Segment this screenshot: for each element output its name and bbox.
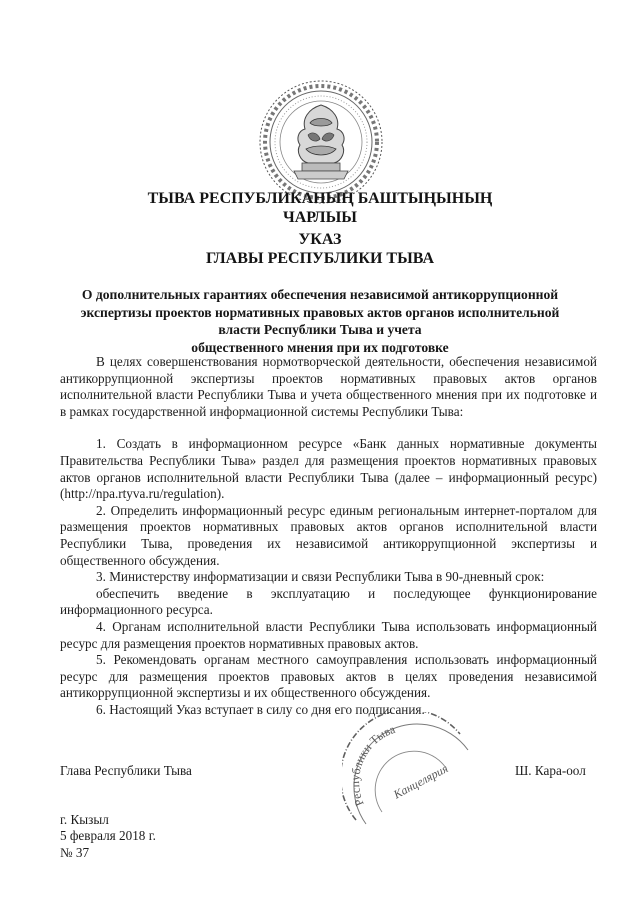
signatory-position: Глава Республики Тыва bbox=[60, 763, 192, 778]
tuvan-title bbox=[60, 189, 580, 227]
seal-outer-text: Республики Тыва bbox=[348, 721, 397, 809]
paragraph-4: 4. Органам исполнительной власти Республики Тыва использовать информационный ресурс для размещения проектов нормативных правовых актов. bbox=[60, 618, 597, 651]
title-line: ГЛАВЫ РЕСПУБЛИКИ ТЫВА bbox=[205, 250, 434, 267]
subject-line: общественного мнения при их подготовке bbox=[191, 339, 449, 355]
decree-body bbox=[60, 354, 597, 718]
issue-place: г. Кызыл bbox=[60, 812, 109, 827]
paragraph-2: 2. Определить информационный ресурс единым региональным интернет-порталом для размещения проектов нормативных правовых актов органов исполнительной власти Республики Тыва, проведения их независимой антикоррупционной экспертизы и общественного обсуждения. bbox=[60, 502, 597, 568]
title-line: ТЫВА РЕСПУБЛИКАНЫҢ БАШТЫҢЫНЫҢ bbox=[147, 190, 493, 207]
title-line: УКАЗ bbox=[298, 231, 342, 248]
subject-line: О дополнительных гарантиях обеспечения независимой антикоррупционной bbox=[81, 287, 559, 302]
paragraph-5: 5. Рекомендовать органам местного самоуправления использовать информационный ресурс для размещения проектов правовых актов в целях проведения независимой антикоррупционной экспертизы и их общественного обсуждения. bbox=[60, 652, 597, 701]
paragraph-3: 3. Министерству информатизации и связи Республики Тыва в 90-дневный срок: bbox=[96, 569, 545, 585]
signatory-name: Ш. Кара-оол bbox=[515, 763, 586, 778]
official-seal-icon bbox=[342, 712, 480, 850]
subject-line: экспертизы проектов нормативных правовых актов органов исполнительной bbox=[80, 304, 560, 320]
decree-subject bbox=[70, 286, 570, 356]
issue-date: 5 февраля 2018 г. bbox=[60, 828, 156, 844]
paragraph-3-item: обеспечить введение в эксплуатацию и последующее функционирование информационного ресурса. bbox=[60, 585, 597, 618]
subject-line: власти Республики Тыва и учета bbox=[218, 322, 422, 337]
seal-inner-text: Канцелярия bbox=[391, 761, 451, 802]
coat-of-arms-icon bbox=[258, 79, 384, 205]
preamble: В целях совершенствования нормотворческой деятельности, обеспечения независимой антикоррупционной экспертизы проектов нормативных правовых актов органов исполнительной власти Республики Тыва и учета общественного мнения при их подготовке и в рамках государственной информационной системы Республики Тыва: bbox=[60, 354, 597, 419]
paragraph-1: 1. Создать в информационном ресурсе «Банк данных нормативные документы Правительства Республики Тыва» раздел для размещения проектов нормативных правовых актов органов исполнительной власти Республики Тыва (далее – информационный ресурс) (http://npa.rtyva.ru/regulation). bbox=[60, 436, 597, 502]
russian-title bbox=[60, 230, 580, 268]
paragraph-6: 6. Настоящий Указ вступает в силу со дня его подписания. bbox=[96, 701, 425, 717]
title-line: ЧАРЛЫЫ bbox=[282, 209, 357, 226]
decree-number: № 37 bbox=[60, 844, 90, 860]
issue-details bbox=[60, 812, 156, 861]
